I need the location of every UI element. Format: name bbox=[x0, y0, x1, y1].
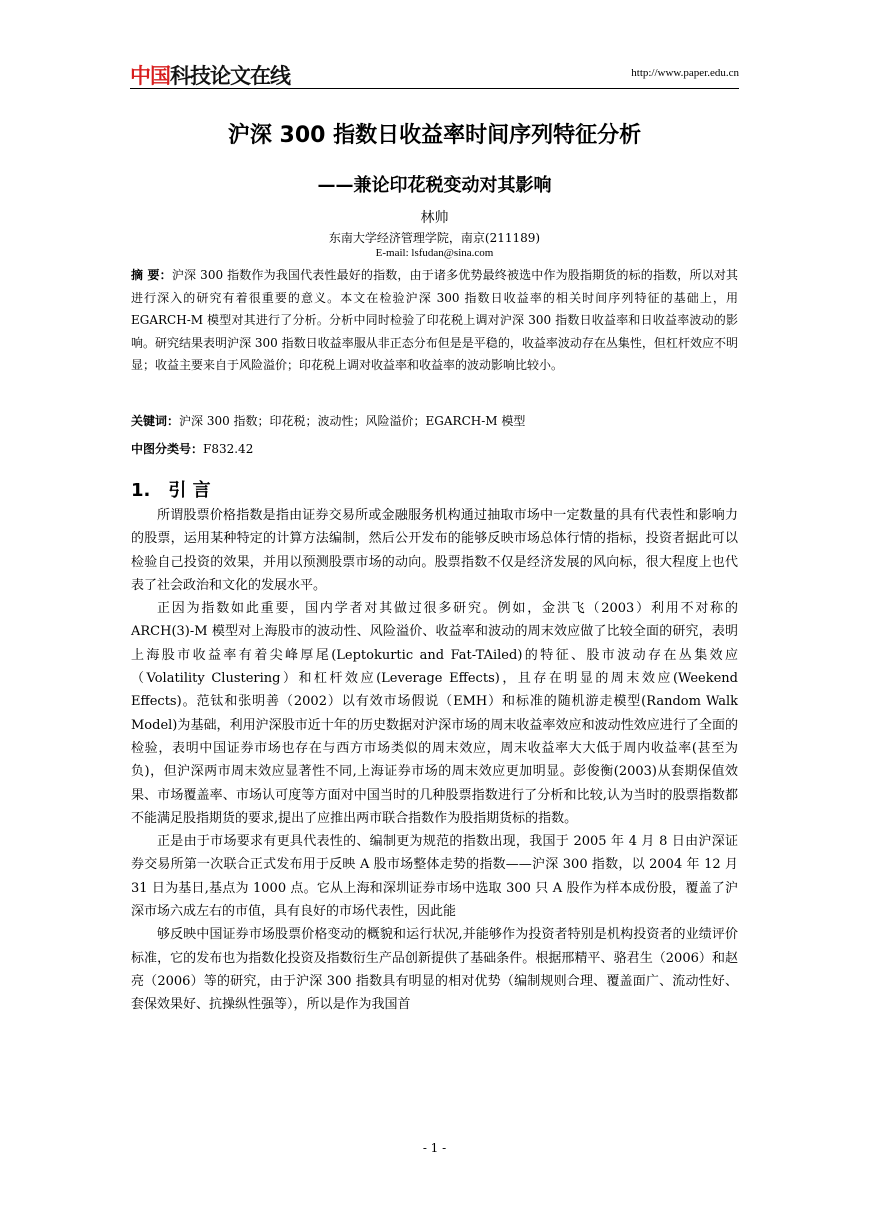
page-header bbox=[130, 58, 739, 89]
logo-part-paper: 科技论文在线 bbox=[170, 64, 290, 88]
abstract-label: 摘 要： bbox=[131, 268, 172, 282]
paragraph: 够反映中国证券市场股票价格变动的概貌和运行状况,并能够作为投资者特别是机构投资者的业绩评价标准，它的发布也为指数化投资及指数衍生产品创新提供了基础条件。根据邢精平、骆君生（2006）和赵亮（2006）等的研究，由于沪深 300 指数具有明显的相对优势（编制规则合理、覆盖面广、流动性好、套保效果好、抗操纵性强等），所以是作为我国首 bbox=[131, 927, 738, 1013]
paragraph: 正因为指数如此重要，国内学者对其做过很多研究。例如，金洪飞（2003）利用不对称的 ARCH(3)-M 模型对上海股市的波动性、风险溢价、收益率和波动的周末效应做了比较全面的研究，表明上海股市收益率有着尖峰厚尾(Leptokurtic and Fat-TAiled)的特征、股市波动存在丛集效应（Volatility Clustering）和杠杆效应(Leverage Effects)，且存在明显的周末效应(Weekend Effects)。范钛和张明善（2002）以有效市场假说（EMH）和标准的随机游走模型(Random Walk Model)为基础，利用沪深股市近十年的历史数据对沪深市场的周末收益率效应和波动性效应进行了全面的检验，表明中国证券市场也存在与西方市场类似的周末效应，周末收益率大大低于周内收益率(甚至为负)，但沪深两市周末效应显著性不同,上海证券市场的周末效应更加明显。彭俊衡(2003)从套期保值效果、市场覆盖率、市场认可度等方面对中国当时的几种股票指数进行了分析和比较,认为当时的股票指数都不能满足股指期货的要求,提出了应推出两市联合指数作为股指期货标的指数。 bbox=[131, 601, 738, 826]
keywords bbox=[131, 412, 738, 429]
page-number: - 1 - bbox=[422, 1141, 447, 1155]
abstract-text: 沪深 300 指数作为我国代表性最好的指数，由于诸多优势最终被选中作为股指期货的标的指数，所以对其进行深入的研究有着很重要的意义。本文在检验沪深 300 指数日收益率的相关时间序列特征的基础上，用 EGARCH-M 模型对其进行了分析。分析中同时检验了印花税上调对沪深 300 指数日收益率和日收益率波动的影响。研究结果表明沪深 300 指数日收益率服从非正态分布但是是平稳的，收益率波动存在丛集性，但杠杆效应不明显；收益主要来自于风险溢价；印花税上调对收益率和收益率的波动影响比较小。 bbox=[131, 268, 738, 373]
classification bbox=[131, 440, 738, 457]
body-text bbox=[131, 504, 738, 1017]
classification-text: F832.42 bbox=[203, 442, 254, 456]
paragraph: 所谓股票价格指数是指由证券交易所或金融服务机构通过抽取市场中一定数量的具有代表性和影响力的股票，运用某种特定的计算方法编制，然后公开发布的能够反映市场总体行情的指标，投资者据此可以检验自己投资的效果，并用以预测股票市场的动向。股票指数不仅是经济发展的风向标，很大程度上也代表了社会政治和文化的发展水平。 bbox=[131, 508, 738, 593]
keywords-label: 关键词： bbox=[131, 414, 180, 428]
author-name: 林帅 bbox=[420, 210, 449, 226]
header-url[interactable]: http://www.paper.edu.cn bbox=[631, 67, 739, 79]
section-title: 引 言 bbox=[168, 480, 211, 501]
paper-subtitle: ——兼论印花税变动对其影响 bbox=[317, 175, 552, 196]
site-logo bbox=[130, 60, 290, 90]
section-number: 1. bbox=[131, 480, 151, 501]
section-heading bbox=[131, 476, 211, 502]
paragraph: 正是由于市场要求有更具代表性的、编制更为规范的指数出现，我国于 2005 年 4 月 8 日由沪深证券交易所第一次联合正式发布用于反映 A 股市场整体走势的指数——沪深 300 指数，以 2004 年 12 月 31 日为基日,基点为 1000 点。它从上海和深圳证券市场中选取 300 只 A 股作为样本成份股，覆盖了沪深市场六成左右的市值，具有良好的市场代表性，因此能 bbox=[131, 834, 738, 920]
abstract bbox=[131, 264, 738, 377]
paper-title: 沪深 300 指数日收益率时间序列特征分析 bbox=[227, 123, 642, 148]
author-affiliation: 东南大学经济管理学院，南京(211189) bbox=[328, 231, 541, 245]
author-email: E-mail: lsfudan@sina.com bbox=[375, 247, 494, 259]
keywords-text: 沪深 300 指数；印花税；波动性；风险溢价；EGARCH-M 模型 bbox=[179, 414, 526, 428]
classification-label: 中图分类号： bbox=[131, 442, 204, 456]
logo-part-china: 中国 bbox=[130, 64, 170, 88]
